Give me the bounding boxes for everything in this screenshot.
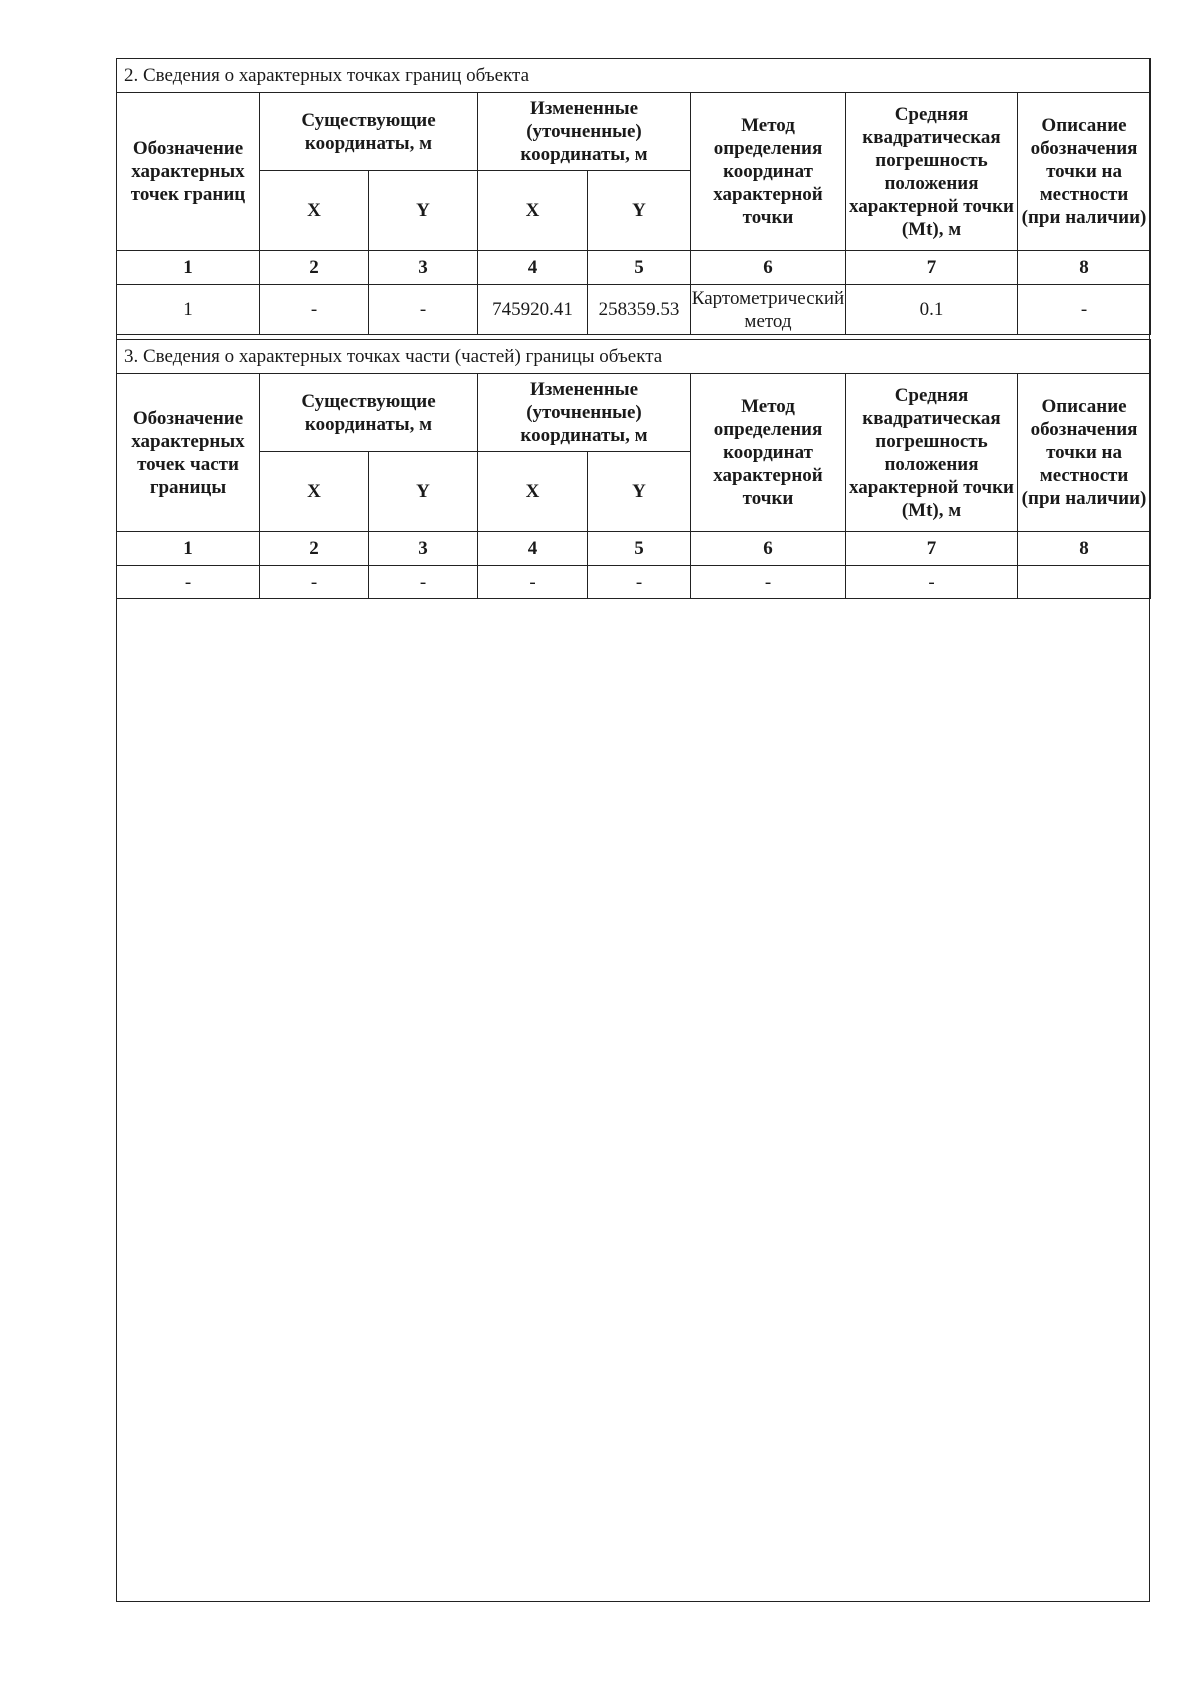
column-number: 5 (588, 532, 691, 566)
header-existing-y: Y (369, 171, 478, 251)
column-number: 6 (691, 251, 846, 285)
cell-exist-x: - (260, 285, 369, 335)
column-number: 6 (691, 532, 846, 566)
header-method: Метод определения координат характерной точки (691, 93, 846, 251)
column-number: 2 (260, 532, 369, 566)
cell-new-x: - (478, 566, 588, 599)
cell-method: Картометрический метод (691, 285, 846, 335)
cell-exist-y: - (369, 566, 478, 599)
column-number: 1 (117, 251, 260, 285)
section2-table (116, 58, 1151, 335)
cell-description (1018, 566, 1151, 599)
header-error: Средняя квадратическая погрешность положения характерной точки (Mt), м (846, 374, 1018, 532)
header-existing-x: X (260, 171, 369, 251)
section3-table (116, 339, 1151, 599)
column-number: 8 (1018, 251, 1151, 285)
cell-new-y: - (588, 566, 691, 599)
column-number: 4 (478, 532, 588, 566)
header-method: Метод определения координат характерной точки (691, 374, 846, 532)
header-designation: Обозначение характерных точек части границы (117, 374, 260, 532)
cell-error: - (846, 566, 1018, 599)
header-changed-y: Y (588, 171, 691, 251)
column-number: 1 (117, 532, 260, 566)
table-row (117, 285, 1151, 335)
cell-new-y: 258359.53 (588, 285, 691, 335)
header-error: Средняя квадратическая погрешность положения характерной точки (Mt), м (846, 93, 1018, 251)
column-number: 2 (260, 251, 369, 285)
header-existing-y: Y (369, 452, 478, 532)
column-number: 4 (478, 251, 588, 285)
header-existing-x: X (260, 452, 369, 532)
cell-method: - (691, 566, 846, 599)
column-number: 8 (1018, 532, 1151, 566)
column-number: 7 (846, 532, 1018, 566)
header-changed-x: X (478, 171, 588, 251)
header-designation: Обозначение характерных точек границ (117, 93, 260, 251)
header-existing-coords: Существующие координаты, м (260, 374, 478, 452)
cell-point: - (117, 566, 260, 599)
section3-title: 3. Сведения о характерных точках части (частей) границы объекта (117, 340, 1151, 374)
header-changed-x: X (478, 452, 588, 532)
header-description: Описание обозначения точки на местности (при наличии) (1018, 93, 1151, 251)
table-row (117, 566, 1151, 599)
header-changed-coords: Измененные (уточненные) координаты, м (478, 93, 691, 171)
header-description: Описание обозначения точки на местности (при наличии) (1018, 374, 1151, 532)
column-number: 3 (369, 532, 478, 566)
column-number: 3 (369, 251, 478, 285)
header-changed-y: Y (588, 452, 691, 532)
column-number: 7 (846, 251, 1018, 285)
header-changed-coords: Измененные (уточненные) координаты, м (478, 374, 691, 452)
section2-title: 2. Сведения о характерных точках границ объекта (117, 59, 1151, 93)
header-existing-coords: Существующие координаты, м (260, 93, 478, 171)
cell-exist-x: - (260, 566, 369, 599)
cell-description: - (1018, 285, 1151, 335)
cell-new-x: 745920.41 (478, 285, 588, 335)
cell-point: 1 (117, 285, 260, 335)
column-number: 5 (588, 251, 691, 285)
cell-error: 0.1 (846, 285, 1018, 335)
cell-exist-y: - (369, 285, 478, 335)
